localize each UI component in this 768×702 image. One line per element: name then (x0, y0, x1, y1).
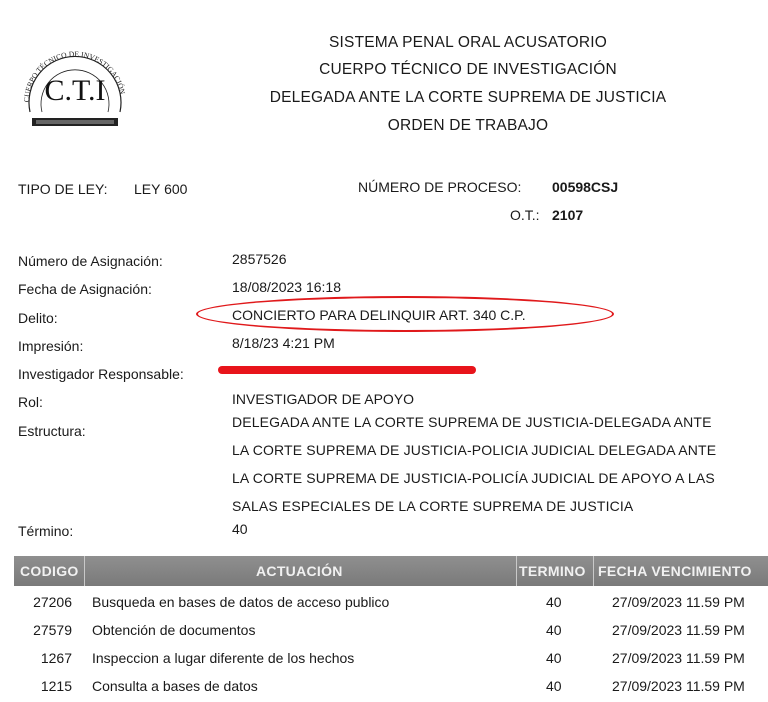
header-line-4: ORDEN DE TRABAJO (387, 117, 549, 134)
estructura-label: Estructura: (18, 423, 86, 439)
table-cell-termino: 40 (546, 678, 562, 694)
fecha-asignacion-label: Fecha de Asignación: (18, 281, 152, 297)
numero-asignacion-value: 2857526 (232, 251, 287, 267)
table-cell-fecha: 27/09/2023 11.59 PM (612, 594, 745, 610)
ot-value: 2107 (552, 207, 584, 223)
logo-text: C.T.I (44, 74, 106, 107)
fecha-asignacion-value: 18/08/2023 16:18 (232, 279, 341, 295)
table-header-actuacion: ACTUACIÓN (256, 563, 343, 579)
estructura-line: LA CORTE SUPREMA DE JUSTICIA-POLICÍA JUDICIAL DE APOYO A LAS (232, 470, 715, 486)
table-cell-termino: 40 (546, 594, 562, 610)
estructura-line: SALAS ESPECIALES DE LA CORTE SUPREMA DE JUSTICIA (232, 498, 634, 514)
rol-label: Rol: (18, 394, 43, 410)
rol-value: INVESTIGADOR DE APOYO (232, 391, 415, 407)
header-line-3: DELEGADA ANTE LA CORTE SUPREMA DE JUSTICIA (269, 89, 667, 106)
termino-value: 40 (232, 521, 248, 537)
cti-logo (16, 34, 134, 134)
table-cell-fecha: 27/09/2023 11.59 PM (612, 622, 745, 638)
table-header-fecha-vencimiento: FECHA VENCIMIENTO (598, 563, 752, 579)
investigador-responsable-label: Investigador Responsable: (18, 366, 184, 382)
header-line-2: CUERPO TÉCNICO DE INVESTIGACIÓN (319, 61, 617, 78)
table-cell-codigo: 27579 (33, 622, 72, 638)
numero-proceso-label: NÚMERO DE PROCESO: (358, 179, 522, 195)
numero-proceso-value: 00598CSJ (552, 179, 619, 195)
numero-asignacion-label: Número de Asignación: (18, 253, 163, 269)
delito-value: CONCIERTO PARA DELINQUIR ART. 340 C.P. (232, 307, 526, 323)
table-cell-codigo: 27206 (33, 594, 72, 610)
termino-label: Término: (18, 523, 74, 539)
table-header-codigo: CODIGO (20, 563, 79, 579)
table-cell-actuacion: Busqueda en bases de datos de acceso publico (92, 594, 390, 610)
table-cell-actuacion: Inspeccion a lugar diferente de los hechos (92, 650, 355, 666)
redaction-bar (218, 366, 476, 374)
table-cell-actuacion: Obtención de documentos (92, 622, 256, 638)
tipo-ley-value: LEY 600 (134, 181, 188, 197)
table-header-divider (84, 556, 85, 586)
delito-highlight-ellipse (196, 296, 614, 332)
table-header-divider (516, 556, 517, 586)
logo-ring-text: CUERPO TÉCNICO DE INVESTIGACIÓN (21, 49, 128, 103)
delito-label: Delito: (18, 310, 58, 326)
table-cell-codigo: 1267 (40, 650, 72, 666)
header-line-1: SISTEMA PENAL ORAL ACUSATORIO (329, 34, 607, 51)
table-cell-termino: 40 (546, 622, 562, 638)
impresion-label: Impresión: (18, 338, 84, 354)
estructura-value (232, 408, 768, 520)
table-header-termino: TERMINO (519, 563, 586, 579)
table-header-divider (593, 556, 594, 586)
table-cell-fecha: 27/09/2023 11.59 PM (612, 678, 745, 694)
estructura-line: LA CORTE SUPREMA DE JUSTICIA-POLICIA JUDICIAL DELEGADA ANTE (232, 442, 717, 458)
table-cell-termino: 40 (546, 650, 562, 666)
table-cell-actuacion: Consulta a bases de datos (92, 678, 258, 694)
impresion-value: 8/18/23 4:21 PM (232, 335, 335, 351)
tipo-ley-label: TIPO DE LEY: (18, 181, 108, 197)
table-cell-fecha: 27/09/2023 11.59 PM (612, 650, 745, 666)
table-cell-codigo: 1215 (40, 678, 72, 694)
ot-label: O.T.: (510, 207, 540, 223)
estructura-line: DELEGADA ANTE LA CORTE SUPREMA DE JUSTICIA-DELEGADA ANTE (232, 414, 712, 430)
